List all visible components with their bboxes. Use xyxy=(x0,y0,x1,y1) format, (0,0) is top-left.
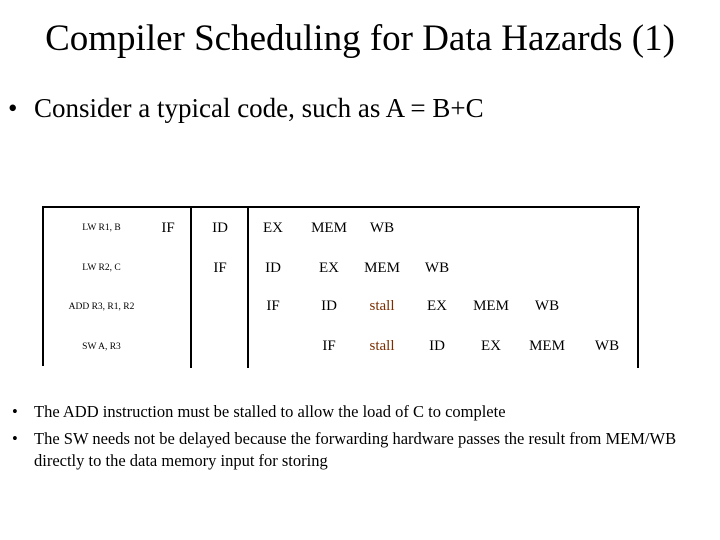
bullet-dot: • xyxy=(12,429,18,448)
stall-cell: stall xyxy=(369,298,395,314)
instruction-label: LW R1, B xyxy=(82,223,121,233)
stage-cell: IF xyxy=(322,338,336,354)
stall-cell: stall xyxy=(369,338,395,354)
instruction-label: SW A, R3 xyxy=(82,342,121,352)
stage-cell: WB xyxy=(369,220,395,236)
note-item xyxy=(12,401,702,423)
stage-cell: IF xyxy=(266,298,280,314)
stage-cell: MEM xyxy=(473,298,509,314)
slide-title: Compiler Scheduling for Data Hazards (1) xyxy=(45,18,675,59)
main-bullet xyxy=(8,90,484,126)
stage-cell: WB xyxy=(594,338,620,354)
bullet-dot: • xyxy=(12,402,18,421)
stage-cell: IF xyxy=(161,220,175,236)
stage-cell: ID xyxy=(265,260,281,276)
stage-cell: MEM xyxy=(311,220,347,236)
stage-cell: ID xyxy=(321,298,337,314)
column-divider xyxy=(637,208,639,368)
stage-cell: MEM xyxy=(529,338,565,354)
note-text: The ADD instruction must be stalled to allow the load of C to complete xyxy=(34,402,506,421)
stage-cell: EX xyxy=(319,260,339,276)
stage-cell: ID xyxy=(429,338,445,354)
stage-cell: ID xyxy=(212,220,228,236)
instruction-label: ADD R3, R1, R2 xyxy=(68,302,135,312)
note-item xyxy=(12,428,702,472)
stage-cell: EX xyxy=(427,298,447,314)
pipeline-table xyxy=(42,206,640,366)
stage-cell: EX xyxy=(263,220,283,236)
stage-cell: IF xyxy=(213,260,227,276)
instruction-label: LW R2, C xyxy=(82,263,121,273)
stage-cell: WB xyxy=(424,260,450,276)
stage-cell: MEM xyxy=(364,260,400,276)
note-text: The SW needs not be delayed because the forwarding hardware passes the result from MEM/WB directly to the data memory input for storing xyxy=(34,429,677,470)
main-bullet-text: Consider a typical code, such as A = B+C xyxy=(34,93,484,123)
bullet-dot: • xyxy=(8,93,18,123)
stage-cell: WB xyxy=(534,298,560,314)
stage-cell: EX xyxy=(481,338,501,354)
notes-list xyxy=(12,401,702,477)
